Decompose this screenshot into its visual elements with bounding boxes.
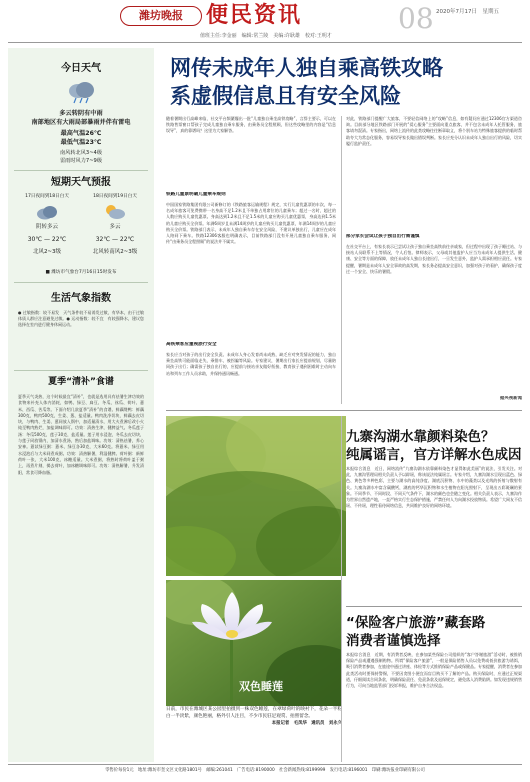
forecast-weather: 多云 — [109, 223, 121, 230]
forecast-wind: 北风2~3级 — [32, 249, 62, 256]
water-lily-photo — [166, 580, 342, 706]
cloud-rain-icon — [66, 80, 96, 104]
section-title: 便民资讯 — [206, 3, 303, 28]
forecast-temp: 32℃ — 22℃ — [95, 236, 135, 244]
article2-text: 本报综合消息 近日，网络流传“九寨沟湖水依靠颜料染色才显得如此美丽”的说法，引发关注。对此，九寨沟管理局相关负责人予以辟谣，称该说法纯属谣言。专家介绍，九寨沟湖水呈现出蓝色、绿色、黄色等多种色彩，主要与湖水的高纯净度、湖底沉积物、水中的藻类以及光线的折射与散射有关。九寨沟湖水中富含碳酸钙，湖底的钙华沉积物和水生植物在阳光照射下，呈现出五彩斑斓的景象。不同季节、不同时段、不同天气条件下，湖水的颜色也会随之变化。相关负责人表示，九寨沟作为世界自然遗产地，一直严格实行生态保护措施，严禁任何人为向湖水投放物质。希望广大网友不信谣、不传谣，理性看待网络信息，共同维护良好的网络环境。 — [346, 466, 522, 509]
issue-date: 2020年7月17日 星期五 — [436, 9, 499, 15]
partly-cloudy-icon — [104, 204, 126, 220]
divider — [14, 370, 148, 371]
life-index-title: 生活气象指数 — [51, 293, 111, 304]
newspaper-logo: 潍坊晚报 — [120, 6, 202, 26]
main-col2-text: 对此，铁路部门提醒广大旅客，不要轻信网络上的“攻略”信息，如有疑问应通过12306官方渠道咨询。目前部分地区铁路部门开展的“爱心服务”主要面向重点旅客，并不包含未成年人托管服务，旅客请勿混淆。专家指出，网络上流传的此类攻略往往断章取义，将个别车站为特殊旅客提供的临时帮助夸大为常态化服务，容易误导家长做出错误判断。家长应充分认识未成年人独自出行的风险，切实履行监护责任。 — [346, 116, 522, 146]
masthead-rule — [8, 42, 522, 43]
section-rule — [166, 410, 522, 411]
main-headline-text: 网传未成年人独自乘高铁攻略 系虚假信息且有安全风险 — [170, 56, 443, 108]
main-body-1: 中国国家铁路集团有限公司新修订的《铁路旅客运输规程》规定，实行儿童优惠票的车次，每一名成年旅客可免费携带一名身高不足1.2米且不单独占用席位的儿童乘车；超过一名时，超过的人数应购买儿童优惠票。身高达到1.2米且不足1.5米的儿童应购买儿童优惠票，身高达到1.5米的儿童应购买全价票。年满6周岁且未满14周岁的儿童应购买儿童优惠票，年满14周岁的儿童应购买全价票。铁路部门表示，未成年人独自乘车存在安全风险，不建议单独出行，儿童应在成年人陪同下乘车。铁路12306客服也明确表示，目前铁路部门没有开展儿童独自乘车服务，网传“由乘务员全程照顾”的说法并不属实。 — [166, 202, 336, 245]
photo-caption-text: 日前，市民在潍城区某公园里拍摄到一株双色睡莲，在翠绿荷叶的映衬下，花朵一半粉白一半淡紫，颜色艳丽，格外引人注目，不少市民驻足观赏、拍照留念。 — [166, 707, 342, 720]
editor-credits: 值班主任:李金丽 编辑:常兰陵 美编:许耿雄 校对:王明才 — [200, 33, 332, 39]
weather-line: 最高气温26℃ — [60, 130, 102, 137]
weather-line: 最低气温23℃ — [60, 139, 102, 146]
life-index-text: ● 过敏指数：较不易发 天气条件较不易诱发过敏，有华本，由于过敏体质人群应注意避免过敏。● 运动指数：较不宜 有较强降水，建议您选择在室内进行健身休闲运动。 — [18, 310, 144, 328]
divider — [14, 170, 148, 171]
forecast-note: ■ 潍坊市气象台7月16日15时发布 — [45, 270, 117, 275]
footer-rule — [8, 764, 522, 765]
main-lead: 随着暑期出行高峰来临，社交平台频繁爆出一批“儿童独自乘坐高铁攻略”，言辞主要示，可以在铁路售票窗口帮孩子完成儿童独自乘车服务，由乘务员全程照顾，但这些攻略里的内容是“信息误导”，真的靠谱吗？这里为大家解答。 — [166, 116, 336, 134]
column-rule — [341, 416, 342, 762]
forecast-title: 短期天气预报 — [51, 177, 111, 188]
sidebar — [8, 48, 154, 762]
photo-top-area — [166, 416, 346, 576]
weather-line: 南部地区有大雨局部暴雨并伴有雷电 — [31, 119, 131, 126]
article3-text: 本报综合消息 近期，有消费者反映，在参加某些保险公司组织的“客户答谢旅游”活动时，被推销保险产品或遭遇强制购物。所谓“保险客户旅游”，一般是保险销售人员以免费或低价旅游为诱饵，吸引消费者参加，在旅途中通过讲座、体检等方式推销保险产品或保健品。专家提醒，消费者在参加此类活动时要保持警惕，不要因贪图小便宜而盲目购买不了解的产品。购买保险时，应通过正规渠道，仔细阅读合同条款，明确保险责任、免责条款及退保规定，避免落入消费陷阱。如发现违规销售行为，可向当地监管部门投诉举报，维护自身合法权益。 — [346, 652, 522, 689]
forecast-day-1 — [14, 194, 80, 256]
photo-caption — [166, 706, 342, 762]
source-credit: 据央视新闻 — [500, 396, 522, 401]
weather-line: 南风转北风3~4级 — [59, 150, 103, 156]
section-rule — [346, 606, 522, 607]
forecast-wind: 北风转南风2~3级 — [92, 249, 138, 256]
photo-credit: 本报记者 毛凤华 通讯员 刘永久 — [271, 721, 342, 727]
article3-title: “保险客户旅游”藏套路 消费者谨慎选择 — [346, 615, 486, 649]
food-text: 夏季天气炎热，这个时候最宜“清补”，也就是选用具有祛暑生津功效的食物来补充人体内消耗，如鸭、绿豆、扁豆、冬瓜、丝瓜、荷叶、薏米、西瓜、苦瓜等。下面介绍几款夏季“清补”的食谱。鲜藕煲鸭：鲜藕300克，鸭肉500克，生姜、葱、盐适量。鸭肉洗净切块，鲜藕去皮切块，与鸭肉、生姜、葱同放入锅中，加适量清水，用大火煮沸后改小火炖至鸭肉熟烂，加盐调味即可。功效：清热生津，健脾益气。冬瓜莲子汤：冬瓜500克，莲子30克，盐适量。莲子用水浸泡，冬瓜去皮切块，与莲子同放锅内，加清水煮汤，熟后加盐调味。功效：清热祛暑，养心安神。薏苡绿豆粥：薏米、绿豆各30克，大米60克。将薏米、绿豆用水浸泡后与大米同煮成粥。功效：清热解暑，利湿健脾。荷叶粥：新鲜荷叶一张，大米100克，冰糖适量。大米煮粥，将熟时将荷叶盖于粥上，再煮片刻，揭去荷叶，加冰糖调味即可。功效：清热解暑，升发清阳，常食可降血脂。 — [18, 394, 144, 475]
food-title: 夏季“清补”食谱 — [48, 377, 114, 387]
forecast-weather: 阴转多云 — [35, 223, 58, 230]
main-subhead-2: 高铁乘客应重视旅行安全 — [166, 342, 217, 347]
main-subhead-1: 铁路儿童票明确儿童乘车规则 — [166, 192, 226, 197]
article2-title: 九寨沟湖水靠颜料染色？ 纯属谣言，官方详解水色成因 — [346, 429, 522, 463]
forecast-day-2 — [82, 194, 148, 256]
weather-line: 多云转阴有中雨 — [59, 110, 103, 117]
weather-title: 今日天气 — [61, 63, 101, 74]
main-headline — [170, 54, 520, 110]
photo-label: 双色睡莲 — [239, 680, 283, 693]
main-body-2: 家长应当对孩子的出行安全负责。未成年人身心发育尚未成熟，缺乏应对突发情况的能力，独自乘坐高铁可能面临走失、乘错车、被拐骗等风险。专家建议，暑期出行家长应提前规划，尽量陪同孩子出行；确需孩子独自出行的，应提前与接站亲友做好衔接，教育孩子遇到困难时主动向车站和列车工作人员求助，并保持通讯畅通。 — [166, 352, 336, 376]
cloud-icon — [36, 204, 58, 220]
divider — [14, 282, 148, 283]
footer-info: 零售价每份1元 地址:潍坊市奎文区文化路1801号 邮编:261041 广告电话:8190000 社会新闻热线:8199999 发行电话:8196001 印刷:潍坊报业印刷有限公司 — [105, 768, 425, 773]
main-col2-text2: 在社交平台上，有家长表示已尝试让孩子独自乘坐高铁前往亲戚家，但过程中出现了孩子睡过站、与接站人员联系不上等情况，令人后怕。律师表示，父母或其他监护人应当为未成年人提供生活、健康、安全等方面的保障，放任未成年人独自长途出行，一旦发生意外，监护人需承担相应责任。专家提醒，暑期是未成年人安全事故的高发期，家长务必提高安全意识，加强对孩子的看护，确保孩子度过一个安全、快乐的暑假。 — [346, 244, 522, 274]
forecast-date: 17日夜间到18日白天 — [25, 194, 69, 199]
forecast-temp: 30℃ — 22℃ — [27, 236, 67, 244]
weather-line: 雷雨时风力7~9级 — [59, 158, 103, 164]
main-subhead-3: 部分家长尝试让孩子独自出行需谨慎 — [346, 234, 420, 239]
page-number: 08 — [398, 2, 434, 35]
forecast-date: 18日夜间到19日白天 — [93, 194, 137, 199]
column-rule — [341, 116, 342, 404]
